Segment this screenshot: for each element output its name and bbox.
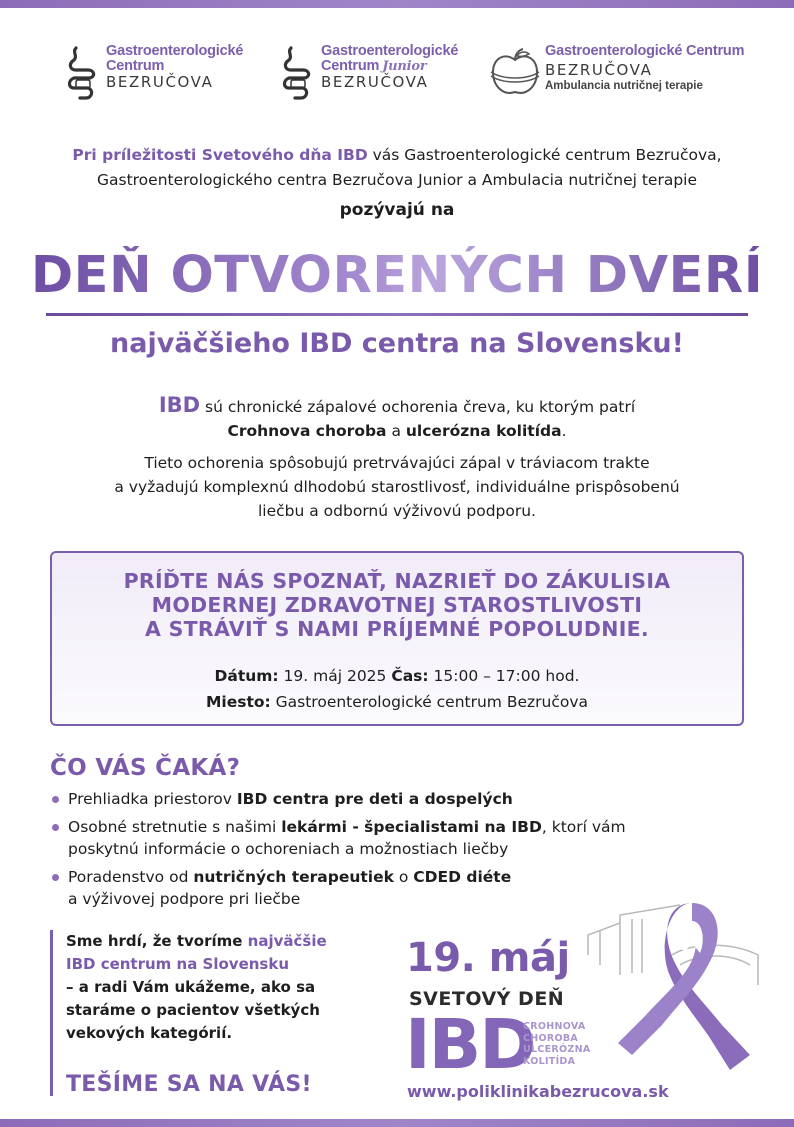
section-title-expect: ČO VÁS ČAKÁ? (50, 755, 241, 781)
ibd-crohn: Crohnova choroba (227, 422, 387, 440)
list-item (50, 816, 750, 860)
place-value: Gastroenterologické centrum Bezručova (270, 693, 589, 711)
ibd-p2-l1: Tieto ochorenia spôsobujú pretrvávajúci zápal v tráviacom trakte (144, 454, 650, 472)
bullet-icon (52, 824, 59, 831)
event-details (52, 663, 742, 715)
apple-measuring-tape-icon (487, 44, 543, 100)
logo1-name: Gastroenterologické (106, 43, 244, 59)
time-label: Čas: (391, 667, 429, 685)
item2-bold: lekármi - špecialistami na IBD (281, 818, 542, 836)
item2-text: Osobné stretnutie s našimi (68, 818, 282, 836)
bottom-accent-bar (0, 1119, 794, 1127)
box-title-l3: A STRÁVIŤ S NAMI PRÍJEMNÉ POPOLUDNIE. (144, 617, 650, 641)
logo1-name2: Centrum (106, 57, 165, 74)
item1-bold: IBD centra pre deti a dospelých (236, 790, 513, 808)
bullet-icon (52, 796, 59, 803)
date-label: Dátum: (214, 667, 279, 685)
item3-text: Poradenstvo od (68, 868, 194, 886)
ibd-logo-text: IBD (405, 1005, 535, 1085)
ibd-dot: . (561, 422, 567, 440)
item3-bold: nutričných terapeutiek (193, 868, 394, 886)
event-date-large: 19. máj (406, 935, 570, 981)
logo3-city: BEZRUČOVA (545, 60, 653, 79)
item2-text3: poskytnú informácie o ochoreniach a možnostiach liečby (68, 840, 509, 858)
subheadline: najväčšieho IBD centra na Slovensku! (110, 328, 684, 359)
proud-block (50, 930, 353, 1096)
logo2-name: Gastroenterologické (321, 43, 459, 59)
item3-bold2: CDED diéte (413, 868, 512, 886)
cond-4: KOLITÍDA (523, 1055, 576, 1067)
proud-cta: TEŠÍME SA NA VÁS! (66, 1072, 312, 1097)
item3-text2: o (393, 868, 414, 886)
logo2-name2: Centrum (321, 57, 380, 74)
ibd-and: a (386, 422, 406, 440)
ibd-description (0, 393, 794, 523)
ibd-abbr: IBD (158, 393, 201, 417)
cond-3: ULCERÓZNA (523, 1044, 591, 1055)
intestine-icon (62, 44, 102, 104)
item1-text: Prehliadka priestorov (68, 790, 237, 808)
cond-2: CHOROBA (523, 1032, 579, 1044)
logo1-city: BEZRUČOVA (106, 73, 214, 91)
logo-gastro-junior (277, 44, 458, 108)
proud-a: Sme hrdí, že tvoríme (66, 932, 248, 950)
box-title-l1: PRÍĎTE NÁS SPOZNAŤ, NAZRIEŤ DO ZÁKULISIA (123, 569, 671, 593)
logo3-name: Gastroenterologické Centrum (545, 43, 745, 59)
intro-line2: Gastroenterologického centra Bezručova Junior a Ambulacia nutričnej terapie (96, 171, 698, 189)
intro-rest: vás Gastroenterologické centrum Bezručova, (367, 146, 722, 164)
cond-1: CROHNOVA (523, 1021, 586, 1032)
place-label: Miesto: (205, 693, 271, 711)
headline-text: DEŇ OTVORENÝCH DVERÍ (30, 246, 764, 305)
event-info-box (50, 551, 744, 726)
logo2-junior: Junior (382, 58, 427, 74)
intro-lead: Pri príležitosti Svetového dňa IBD (72, 146, 368, 164)
time-value: 15:00 – 17:00 hod. (428, 667, 580, 685)
ibd-line1: sú chronické zápalové ochorenia čreva, ku ktorým patrí (200, 398, 636, 416)
proud-b: najväčšie IBD centrum na Slovensku (66, 932, 327, 973)
logo3-sub: Ambulancia nutričnej terapie (545, 79, 703, 92)
awareness-ribbon-icon (580, 895, 780, 1075)
logo2-city: BEZRUČOVA (321, 73, 429, 91)
event-invitation (52, 569, 742, 641)
list-item (50, 788, 750, 810)
logo-gastro-centrum (62, 44, 243, 108)
headline-underline (46, 313, 748, 316)
item2-text2: , ktorí vám (541, 818, 626, 836)
item3-text3: a výživovej podpore pri liečbe (68, 890, 301, 908)
box-title-l2: MODERNEJ ZDRAVOTNEJ STAROSTLIVOSTI (151, 593, 643, 617)
ibd-p2-l3: liečbu a odbornú výživovú podporu. (258, 502, 536, 520)
proud-c: – a radi Vám ukážeme, ako sa staráme o pacientov všetkých vekových kategórií. (66, 978, 320, 1042)
ibd-colitis: ulcerózna kolitída (405, 422, 562, 440)
page-title (0, 246, 794, 305)
bullet-icon (52, 874, 59, 881)
logo-nutrition (487, 44, 744, 108)
top-accent-bar (0, 0, 794, 8)
intestine-icon (277, 44, 317, 104)
ibd-p2-l2: a vyžadujú komplexnú dlhodobú starostlivosť, individuálne prispôsobenú (114, 478, 680, 496)
website-link[interactable]: www.poliklinikabezrucova.sk (407, 1082, 669, 1101)
world-day-label: SVETOVÝ DEŇ (409, 988, 565, 1010)
intro-text (0, 143, 794, 193)
date-value: 19. máj 2025 (278, 667, 392, 685)
invite-text: pozývajú na (339, 200, 455, 220)
proud-text (66, 930, 356, 1045)
ibd-conditions (523, 1021, 591, 1067)
